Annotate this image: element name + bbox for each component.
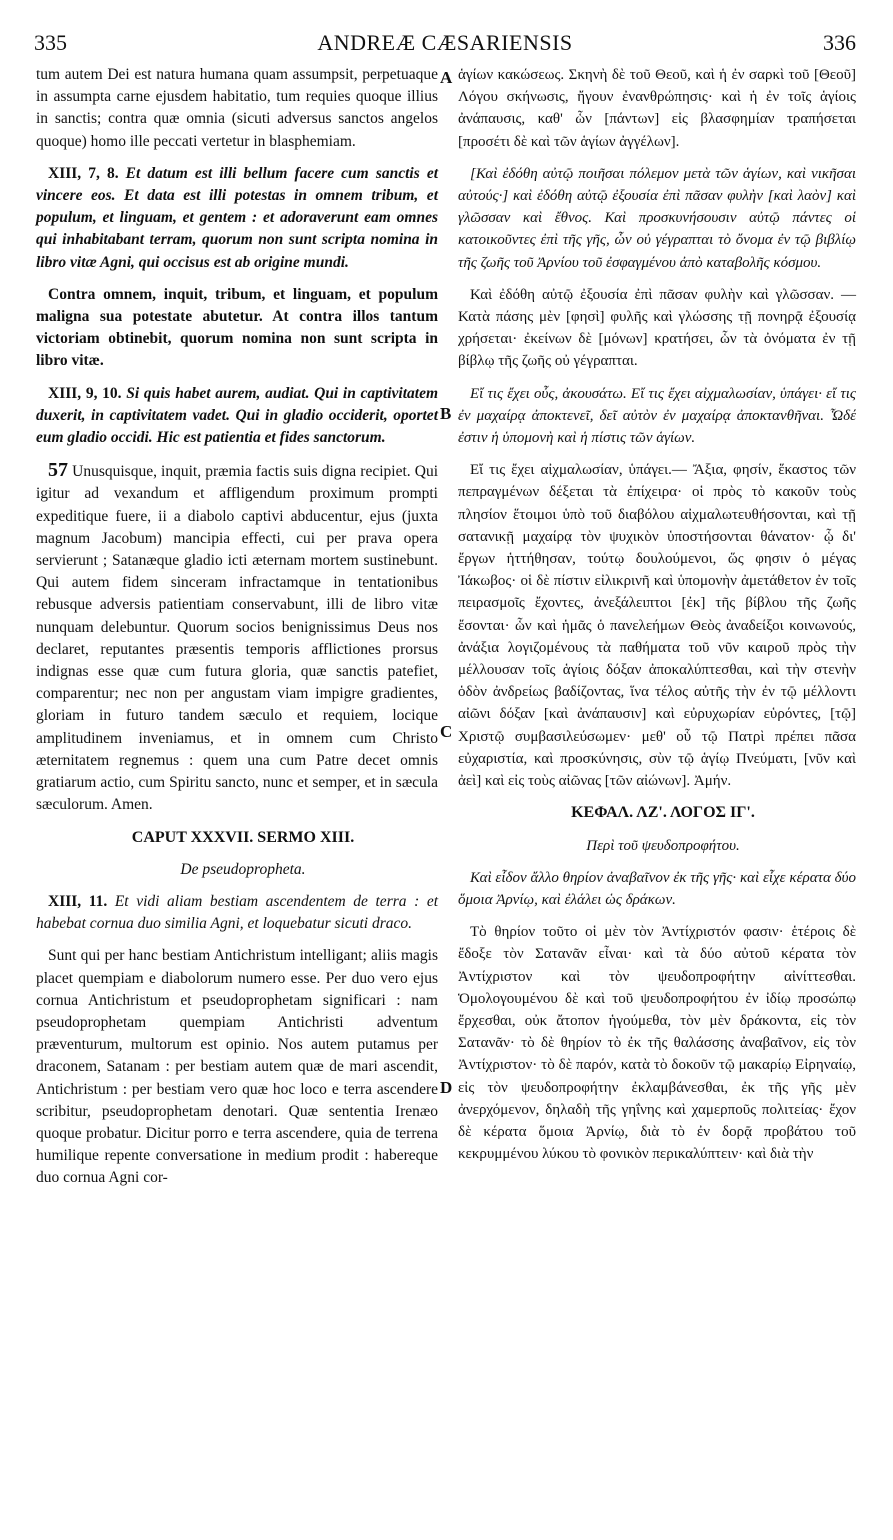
latin-paragraph: tum autem Dei est natura humana quam assumpsit, perpetuaque in assumpta carne ejusdem habitatio, tum requies quoque illius in sanctis; contra quæ omnia (sicuti adversus sanctos angelos quoque) homo ille peccati vertetur in blasphemiam. <box>36 66 438 150</box>
verse-reference: XIII, 11. <box>48 892 108 910</box>
verse-text: Et vidi aliam bestiam ascendentem de terra : et habebat cornua duo similia Agni, et loquebatur sicuti draco. <box>36 892 439 933</box>
paragraph-text: Unusquisque, inquit, præmia factis suis digna recipiet. Qui igitur ad vexandum et affligendum proximum prompti expeditique fuere, ii a diabolo captivi abducentur, ejus (juxta magnum Jacobum) mancipia effecti, cui per prava opera servierunt ; Satanæque gladio icti æternam mortem sustinebunt. Qui autem fidem sinceram infractamque in tentationibus rebusque adversis patientiam conservabunt, illi de libro vitæ nunquam delebuntur. Quorum socios benignissimus Deus nos declaret, reputantes præsentis temporis afflictiones prorsus indignas esse quæ cum futura gloria, quæ sanctis patefiet, comparentur; nec non per angustam viam impigre gradientes, gloriam in futuro tandem sæculo et requiem, locique amplitudinem inveniamus, et in omnem cum Christo æternitatem regnemus : quem una cum Patre decet omnis gratiarum actio, cum Spiritu sancto, nunc et semper, et in sæcula sæculorum. Amen. <box>36 463 439 814</box>
chapter-heading: ΚΕΦΑΛ. ΛΖ'. ΛΟΓΟΣ ΙΓ'. <box>571 804 755 822</box>
verse-reference: XIII, 7, 8. <box>48 164 119 182</box>
page-number-left: 335 <box>34 30 67 55</box>
page-number-right: 336 <box>823 30 856 55</box>
chapter-subheading: Περὶ τοῦ ψευδοπροφήτου. <box>586 837 740 854</box>
margin-marker-a: A <box>440 68 453 87</box>
running-title: ANDREÆ CÆSARIENSIS <box>317 30 573 55</box>
latin-verse-13-7 <box>36 163 438 274</box>
verse-reference: XIII, 9, 10. <box>48 384 122 402</box>
latin-paragraph: Contra omnem, inquit, tribum, et linguam, et populum maligna sua potestate abutetur. At contra illos tantum victoriam obtinebit, quorum nomina non sunt scripta in libro vitæ. <box>36 285 438 370</box>
margin-marker-d: D <box>440 1078 453 1097</box>
greek-paragraph: Καὶ ἐδόθη αὐτῷ ἐξουσία ἐπὶ πᾶσαν φυλὴν καὶ γλῶσσαν. — Κατὰ πάσης μὲν [φησὶ] φυλῆς καὶ γλώσσης τῇ πονηρᾷ ἐξουσίᾳ χρήσεται· ἐκείνων δὲ [μόνων] κρατήσει, ὧν τὰ ὀνόματα ἐν τῇ βίβλῳ τῆς ζωῆς οὐ γέγραπται. <box>458 286 856 370</box>
greek-verse-13-11: Καὶ εἶδον ἄλλο θηρίον ἀναβαῖνον ἐκ τῆς γῆς· καὶ εἶχε κέρατα δύο ὅμοια Ἀρνίῳ, καὶ ἐλάλει ὡς δράκων. <box>458 869 856 908</box>
chapter-heading: CAPUT XXXVII. SERMO XIII. <box>131 828 355 846</box>
margin-marker-c: C <box>440 722 453 741</box>
greek-verse-13-9: Εἴ τις ἔχει οὖς, ἀκουσάτω. Εἴ τις ἔχει αἰχμαλωσίαν, ὑπάγει· εἴ τις ἐν μαχαίρᾳ ἀποκτενεῖ, δεῖ αὐτὸν ἐν μαχαίρᾳ ἀποκτανθῆναι. Ὧδέ ἐστιν ἡ ὑπομονὴ καὶ ἡ πίστις τῶν ἁγίων. <box>458 385 856 447</box>
greek-paragraph: Τὸ θηρίον τοῦτο οἱ μὲν τὸν Ἀντίχριστόν φασιν· ἑτέροις δὲ ἔδοξε τὸν Σατανᾶν εἶναι· καὶ τὰ δύο αὐτοῦ κέρατα τὸν Ἀντίχριστον καὶ τὸν ψευδοπροφήτην αἰνίττεσθαι. Ὁμολογουμένου δὲ καὶ τοῦ ψευδοπροφήτου ἐν ἰδίῳ προσώπῳ ἔρχεσθαι, οὐκ ἄτοπον ἡγούμεθα, τὸν μὲν δράκοντα, εἰς τὸν Σατανᾶν· τὸ δὲ θηρίον τὸ ἐκ τῆς θαλάσσης ἀναβαῖνον, εἰς τὸν Ἀντίχριστον· τὸ δὲ παρόν, κατὰ τὸ δοκοῦν τῷ μακαρίῳ Εἰρηναίῳ, εἰς τὸν ψευδοπροφήτην ἐκλαμβάνεσθαι, ἐκ τῆς γῆς μὲν ἀνερχόμενον, δηλαδὴ τῆς γηΐνης καὶ χαμερποῦς πολιτείας· ἔχον δὲ κέρατα ὅμοια Ἀρνίῳ, διὰ τὸ ἐν δορᾷ προβάτου τοῦ κεκρυμμένου λύκου τὸ φονικὸν περικαλύπτειν· καὶ διὰ τὴν <box>458 924 856 1163</box>
greek-paragraph: ἁγίων κακώσεως. Σκηνὴ δὲ τοῦ Θεοῦ, καὶ ἡ ἐν σαρκὶ τοῦ [Θεοῦ] Λόγου σκήνωσις, ἤγουν ἐνανθρώπησις· καὶ ἡ ἐν τοῖς ἁγίοις ἀνάπαυσις, καθ' ὧν [πάντων] εἰς βλασφημίαν τραπήσεται [προσέτι δὲ καὶ τῶν ἁγίων ἀγγέλων]. <box>458 67 856 150</box>
greek-paragraph: Εἴ τις ἔχει αἰχμαλωσίαν, ὑπάγει.— Ἄξια, φησίν, ἕκαστος τῶν πεπραγμένων δέξεται τὰ ἐπίχειρα· οἱ πρὸς τὸ κακοῦν τοὺς πλησίον ἕτοιμοι ὑπὸ τοῦ διαβόλου αἰχμαλωτευθήσονται, καὶ τῇ σατανικῇ μαχαίρᾳ τὸν ψυχικὸν ὑποστήσονται θάνατον· ᾧ δι' ἔργων ἡττήθησαν, τούτῳ δουλούμενοι, ὥς φησιν ὁ μέγας Ἰάκωβος· οἱ δὲ πίστιν εἰλικρινῆ καὶ ὑπομονὴν ἀμετάθετον ἐν τοῖς πειρασμοῖς ἔχοντες, ἀνεξάλειπτοι [ἐκ] τῆς βίβλου τῆς ζωῆς ἔσονται· ὧν καὶ ἡμᾶς ὁ πανελεήμων Θεὸς ἀναδείξοι κοινωνούς, ἀνάξια λογιζομένους τὰ παθήματα τοῦ νῦν καιροῦ πρὸς τὴν μέλλουσαν τοῖς ἁγίοις δόξαν ἀποκαλύπτεσθαι, καὶ τὴν στενὴν ὁδὸν ἀνδρείως βαδίζοντας, ἵνα τέλος αὐτῆς τὴν ἐν τῷ μέλλοντι αἰῶνι δόξαν [καὶ ἀνάπαυσιν] καὶ εὐρυχωρίαν εὑρόντες, [τῷ] Χριστῷ συμβασιλεύσωμεν· μεθ' οὗ τῷ Πατρὶ πρέπει πᾶσα εὐχαριστία, καὶ προσκύνησις, σὺν τῷ ἁγίῳ Πνεύματι, [νῦν καὶ ἀεὶ] καὶ εἰς τοὺς αἰῶνας [τῶν αἰώνων]. Ἀμήν. <box>458 462 856 790</box>
verse-text: Si quis habet aurem, audiat. Qui in captivitatem duxerit, in captivitatem vadet. Qui in gladio occiderit, oportet eum gladio occidi. Hic est patientia et fides sanctorum. <box>36 384 439 447</box>
latin-column <box>36 64 438 1200</box>
latin-verse-13-9 <box>36 383 438 450</box>
latin-paragraph <box>36 459 438 816</box>
latin-paragraph: Sunt qui per hanc bestiam Antichristum intelligant; aliis magis placet quempiam e diabolorum numero esse. Per duo vero ejus cornua Antichristum et pseudoprophetam significari : nam pseudoprophetam quempiam Antichristi adventum præventurum, multorum est opinio. Nos autem putamus per draconem, Satanam : per bestiam autem quæ de mari ascendit, Antichristum : per bestiam vero quæ hoc loco e terra ascendere scribitur, pseudoprophetam denotari. Quæ sententia Irenæo quoque probatur. Dicitur porro e terra ascendere, quia de terrena humilique repente conversatione in medium prodit : habereque duo cornua Agni cor- <box>36 947 438 1187</box>
greek-verse-13-7: [Καὶ ἐδόθη αὐτῷ ποιῆσαι πόλεμον μετὰ τῶν ἁγίων, καὶ νικῆσαι αὐτούς·] καὶ ἐδόθη αὐτῷ ἐξουσία ἐπὶ πᾶσαν φυλὴν [καὶ λαὸν] καὶ γλῶσσαν καὶ ἔθνος. Καὶ προσκυνήσουσιν αὐτῷ πάντες οἱ κατοικοῦντες ἐπὶ τῆς γῆς, ὧν οὐ γέγραπται τὸ ὄνομα ἐν τῷ βιβλίῳ τῆς ζωῆς τοῦ Ἀρνίου τοῦ ἐσφαγμένου ἀπὸ καταβολῆς κόσμου. <box>458 165 856 271</box>
latin-verse-13-11 <box>36 891 438 935</box>
greek-column <box>458 64 856 1175</box>
section-number: 57 <box>48 459 68 482</box>
page-header <box>34 30 856 56</box>
verse-text: Et datum est illi bellum facere cum sanctis et vincere eos. Et data est illi potestas in omnem tribum, et populum, et linguam, et gentem : et adoraverunt eam omnes qui inhabitabant terram, quorum non sunt scripta nomina in libro vitæ Agni, qui occisus est ab origine mundi. <box>36 164 439 271</box>
margin-marker-b: B <box>440 404 452 423</box>
chapter-subheading: De pseudopropheta. <box>180 860 306 878</box>
